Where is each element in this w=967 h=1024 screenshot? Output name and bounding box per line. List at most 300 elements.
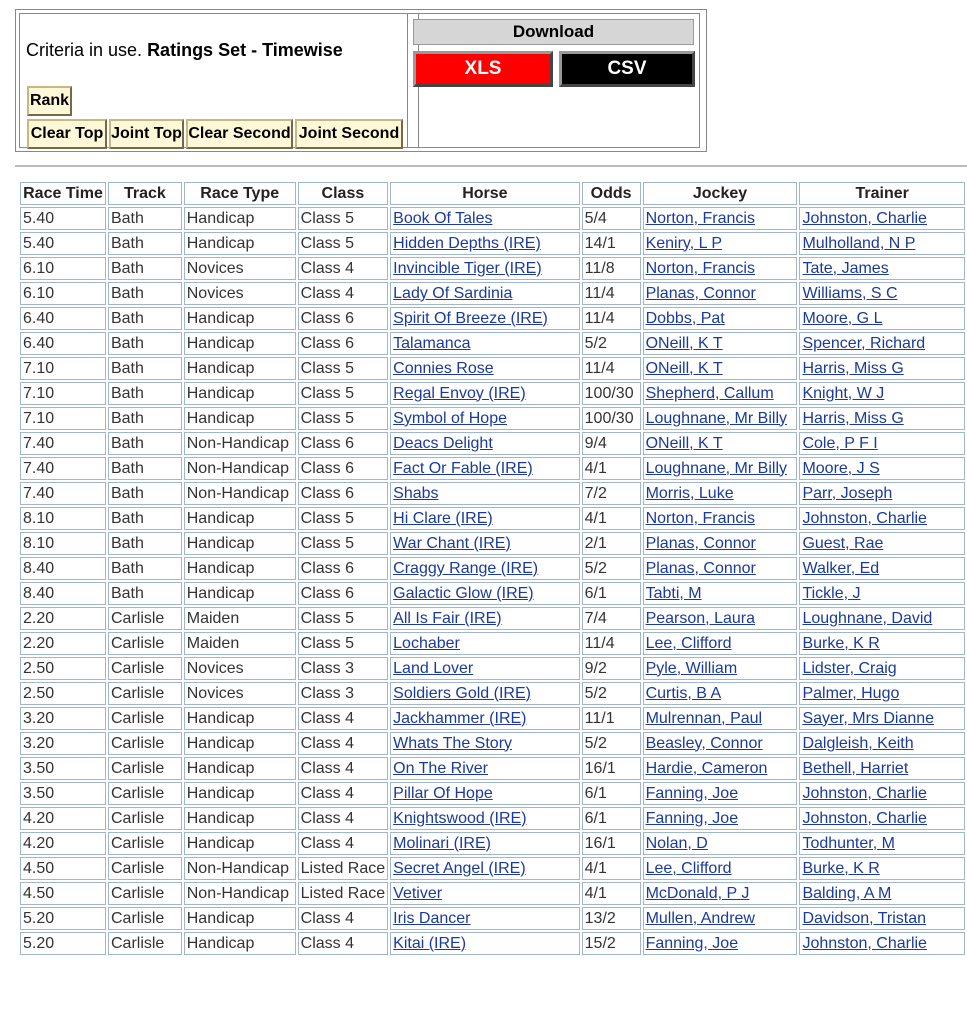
criteria-value: Ratings Set - Timewise <box>147 40 343 60</box>
race-time-cell: 2.50 <box>20 657 106 680</box>
table-row <box>20 857 965 880</box>
odds-cell: 14/1 <box>582 232 641 255</box>
clear-second-button[interactable]: Clear Second <box>186 119 293 149</box>
odds-cell: 6/1 <box>582 582 641 605</box>
trainer-cell <box>799 707 965 730</box>
race-time-cell: 7.40 <box>20 457 106 480</box>
jockey-link[interactable]: Loughnane, Mr Billy <box>645 409 787 427</box>
joint-second-button[interactable]: Joint Second <box>295 119 403 149</box>
table-row <box>20 457 965 480</box>
odds-cell: 2/1 <box>582 532 641 555</box>
jockey-link[interactable]: ONeill, K T <box>645 334 723 352</box>
odds-cell: 4/1 <box>582 857 641 880</box>
table-row <box>20 482 965 505</box>
table-row <box>20 282 965 305</box>
track-cell: Bath <box>108 407 182 430</box>
track-cell: Bath <box>108 207 182 230</box>
class-cell: Class 4 <box>298 757 389 780</box>
trainer-link[interactable]: Moore, J S <box>802 459 880 477</box>
horse-cell <box>390 332 580 355</box>
track-cell: Carlisle <box>108 907 182 930</box>
column-header-race-time: Race Time <box>20 182 106 205</box>
race-type-cell: Handicap <box>184 532 296 555</box>
race-type-cell: Handicap <box>184 232 296 255</box>
track-cell: Carlisle <box>108 932 182 955</box>
horse-cell <box>390 782 580 805</box>
column-header-class: Class <box>298 182 389 205</box>
odds-cell: 11/4 <box>582 357 641 380</box>
table-row <box>20 532 965 555</box>
class-cell: Class 5 <box>298 507 389 530</box>
track-cell: Bath <box>108 557 182 580</box>
jockey-link[interactable]: Norton, Francis <box>645 209 755 227</box>
race-time-cell: 6.10 <box>20 257 106 280</box>
trainer-link[interactable]: Parr, Joseph <box>802 484 893 502</box>
horse-link[interactable]: Invincible Tiger (IRE) <box>393 259 542 277</box>
odds-cell: 5/2 <box>582 732 641 755</box>
horse-link[interactable]: Shabs <box>393 484 439 502</box>
jockey-cell <box>643 907 798 930</box>
race-time-cell: 4.50 <box>20 857 106 880</box>
horse-link[interactable]: Hidden Depths (IRE) <box>393 234 541 252</box>
class-cell: Class 4 <box>298 932 389 955</box>
trainer-link[interactable]: Sayer, Mrs Dianne <box>802 709 935 727</box>
odds-cell: 11/4 <box>582 632 641 655</box>
race-time-cell: 7.10 <box>20 382 106 405</box>
jockey-link[interactable]: Fanning, Joe <box>645 784 739 802</box>
table-header-row <box>20 182 965 205</box>
column-header-jockey: Jockey <box>643 182 798 205</box>
track-cell: Carlisle <box>108 657 182 680</box>
track-cell: Carlisle <box>108 832 182 855</box>
jockey-link[interactable]: Hardie, Cameron <box>645 759 768 777</box>
trainer-cell <box>799 407 965 430</box>
class-cell: Class 3 <box>298 682 389 705</box>
race-type-cell: Handicap <box>184 832 296 855</box>
track-cell: Carlisle <box>108 732 182 755</box>
track-cell: Carlisle <box>108 632 182 655</box>
jockey-cell <box>643 282 798 305</box>
table-row <box>20 832 965 855</box>
jockey-link[interactable]: Fanning, Joe <box>645 809 739 827</box>
criteria-prefix: Criteria in use. <box>26 40 143 60</box>
horse-link[interactable]: Secret Angel (IRE) <box>393 859 526 877</box>
trainer-link[interactable]: Loughnane, David <box>802 609 933 627</box>
trainer-cell <box>799 282 965 305</box>
track-cell: Carlisle <box>108 857 182 880</box>
column-header-trainer: Trainer <box>799 182 965 205</box>
odds-cell: 13/2 <box>582 907 641 930</box>
class-cell: Class 3 <box>298 657 389 680</box>
horse-link[interactable]: All Is Fair (IRE) <box>393 609 502 627</box>
jockey-link[interactable]: Beasley, Connor <box>645 734 763 752</box>
table-row <box>20 357 965 380</box>
track-cell: Bath <box>108 307 182 330</box>
horse-link[interactable]: Jackhammer (IRE) <box>393 709 527 727</box>
race-time-cell: 2.20 <box>20 607 106 630</box>
jockey-link[interactable]: Tabti, M <box>645 584 702 602</box>
jockey-link[interactable]: Lee, Clifford <box>645 634 732 652</box>
horse-cell <box>390 207 580 230</box>
jockey-cell <box>643 432 798 455</box>
trainer-link[interactable]: Walker, Ed <box>802 559 880 577</box>
race-type-cell: Non-Handicap <box>184 857 296 880</box>
trainer-link[interactable]: Todhunter, M <box>802 834 895 852</box>
trainer-link[interactable]: Dalgleish, Keith <box>802 734 914 752</box>
odds-cell: 5/2 <box>582 332 641 355</box>
jockey-cell <box>643 257 798 280</box>
track-cell: Carlisle <box>108 707 182 730</box>
jockey-cell <box>643 607 798 630</box>
trainer-cell <box>799 232 965 255</box>
horse-cell <box>390 657 580 680</box>
horse-cell <box>390 232 580 255</box>
jockey-cell <box>643 732 798 755</box>
jockey-cell <box>643 232 798 255</box>
trainer-link[interactable]: Balding, A M <box>802 884 892 902</box>
jockey-cell <box>643 357 798 380</box>
race-type-cell: Non-Handicap <box>184 882 296 905</box>
trainer-cell <box>799 457 965 480</box>
jockey-link[interactable]: Norton, Francis <box>645 509 755 527</box>
track-cell: Bath <box>108 507 182 530</box>
clear-top-button[interactable]: Clear Top <box>27 119 107 149</box>
horse-link[interactable]: War Chant (IRE) <box>393 534 511 552</box>
horse-link[interactable]: Symbol of Hope <box>393 409 507 427</box>
jockey-link[interactable]: Fanning, Joe <box>645 934 739 952</box>
jockey-link[interactable]: Planas, Connor <box>645 284 756 302</box>
trainer-link[interactable]: Bethell, Harriet <box>802 759 909 777</box>
download-title: Download <box>413 19 694 45</box>
trainer-link[interactable]: Tickle, J <box>802 584 861 602</box>
jockey-link[interactable]: Keniry, L P <box>645 234 723 252</box>
trainer-cell <box>799 907 965 930</box>
jockey-link[interactable]: McDonald, P J <box>645 884 750 902</box>
horse-cell <box>390 707 580 730</box>
horse-link[interactable]: Iris Dancer <box>393 909 471 927</box>
race-type-cell: Handicap <box>184 782 296 805</box>
table-row <box>20 657 965 680</box>
trainer-link[interactable]: Johnston, Charlie <box>802 934 927 952</box>
trainer-link[interactable]: Johnston, Charlie <box>802 784 927 802</box>
horse-cell <box>390 482 580 505</box>
trainer-cell <box>799 507 965 530</box>
track-cell: Carlisle <box>108 782 182 805</box>
track-cell: Bath <box>108 282 182 305</box>
jockey-cell <box>643 657 798 680</box>
class-cell: Class 6 <box>298 432 389 455</box>
track-cell: Bath <box>108 332 182 355</box>
table-row <box>20 882 965 905</box>
jockey-link[interactable]: Lee, Clifford <box>645 859 732 877</box>
race-type-cell: Non-Handicap <box>184 432 296 455</box>
jockey-cell <box>643 857 798 880</box>
horse-cell <box>390 382 580 405</box>
horse-link[interactable]: Hi Clare (IRE) <box>393 509 493 527</box>
column-header-race-type: Race Type <box>184 182 296 205</box>
odds-cell: 11/8 <box>582 257 641 280</box>
track-cell: Bath <box>108 457 182 480</box>
race-time-cell: 4.20 <box>20 807 106 830</box>
horse-link[interactable]: Regal Envoy (IRE) <box>393 384 526 402</box>
class-cell: Class 4 <box>298 282 389 305</box>
race-time-cell: 6.40 <box>20 307 106 330</box>
class-cell: Class 6 <box>298 557 389 580</box>
odds-cell: 6/1 <box>582 782 641 805</box>
download-box <box>407 13 700 148</box>
horse-link[interactable]: On The River <box>393 759 489 777</box>
horse-link[interactable]: Book Of Tales <box>393 209 493 227</box>
criteria-download-panel <box>15 9 707 152</box>
jockey-link[interactable]: Mulrennan, Paul <box>645 709 763 727</box>
trainer-link[interactable]: Johnston, Charlie <box>802 809 927 827</box>
race-type-cell: Handicap <box>184 707 296 730</box>
horse-cell <box>390 507 580 530</box>
horse-link[interactable]: Soldiers Gold (IRE) <box>393 684 531 702</box>
race-time-cell: 4.50 <box>20 882 106 905</box>
trainer-link[interactable]: Johnston, Charlie <box>802 209 927 227</box>
horse-link[interactable]: Lady Of Sardinia <box>393 284 513 302</box>
trainer-link[interactable]: Harris, Miss G <box>802 359 904 377</box>
race-type-cell: Handicap <box>184 307 296 330</box>
race-type-cell: Novices <box>184 682 296 705</box>
odds-cell: 4/1 <box>582 882 641 905</box>
class-cell: Class 6 <box>298 332 389 355</box>
jockey-cell <box>643 632 798 655</box>
race-type-cell: Handicap <box>184 582 296 605</box>
trainer-cell <box>799 807 965 830</box>
table-row <box>20 507 965 530</box>
odds-cell: 7/4 <box>582 607 641 630</box>
trainer-link[interactable]: Palmer, Hugo <box>802 684 900 702</box>
race-time-cell: 3.20 <box>20 732 106 755</box>
trainer-link[interactable]: Spencer, Richard <box>802 334 926 352</box>
horse-cell <box>390 807 580 830</box>
jockey-cell <box>643 932 798 955</box>
horse-link[interactable]: Whats The Story <box>393 734 513 752</box>
horse-link[interactable]: Pillar Of Hope <box>393 784 493 802</box>
trainer-link[interactable]: Lidster, Craig <box>802 659 897 677</box>
horse-link[interactable]: Fact Or Fable (IRE) <box>393 459 533 477</box>
jockey-cell <box>643 832 798 855</box>
horse-cell <box>390 682 580 705</box>
jockey-cell <box>643 882 798 905</box>
jockey-link[interactable]: Mullen, Andrew <box>645 909 755 927</box>
odds-cell: 7/2 <box>582 482 641 505</box>
class-cell: Class 4 <box>298 732 389 755</box>
class-cell: Class 5 <box>298 532 389 555</box>
column-header-horse: Horse <box>390 182 580 205</box>
jockey-cell <box>643 332 798 355</box>
trainer-link[interactable]: Burke, K R <box>802 634 880 652</box>
class-cell: Class 6 <box>298 582 389 605</box>
class-cell: Class 5 <box>298 357 389 380</box>
class-cell: Class 5 <box>298 407 389 430</box>
rank-button[interactable]: Rank <box>27 86 72 116</box>
odds-cell: 100/30 <box>582 382 641 405</box>
jockey-link[interactable]: Pyle, William <box>645 659 738 677</box>
race-type-cell: Handicap <box>184 907 296 930</box>
race-time-cell: 7.40 <box>20 482 106 505</box>
race-type-cell: Handicap <box>184 357 296 380</box>
odds-cell: 4/1 <box>582 507 641 530</box>
horse-cell <box>390 882 580 905</box>
race-time-cell: 6.40 <box>20 332 106 355</box>
jockey-cell <box>643 507 798 530</box>
jockey-cell <box>643 682 798 705</box>
trainer-link[interactable]: Tate, James <box>802 259 889 277</box>
race-type-cell: Non-Handicap <box>184 482 296 505</box>
class-cell: Class 6 <box>298 482 389 505</box>
race-type-cell: Maiden <box>184 607 296 630</box>
table-row <box>20 582 965 605</box>
horse-cell <box>390 357 580 380</box>
jockey-cell <box>643 582 798 605</box>
table-row <box>20 782 965 805</box>
race-type-cell: Novices <box>184 657 296 680</box>
jockey-link[interactable]: Curtis, B A <box>645 684 722 702</box>
class-cell: Class 4 <box>298 782 389 805</box>
race-type-cell: Handicap <box>184 332 296 355</box>
class-cell: Class 4 <box>298 807 389 830</box>
jockey-link[interactable]: Norton, Francis <box>645 259 755 277</box>
trainer-cell <box>799 357 965 380</box>
trainer-cell <box>799 257 965 280</box>
table-row <box>20 207 965 230</box>
odds-cell: 11/4 <box>582 307 641 330</box>
horse-link[interactable]: Molinari (IRE) <box>393 834 491 852</box>
trainer-link[interactable]: Harris, Miss G <box>802 409 904 427</box>
jockey-link[interactable]: Nolan, D <box>645 834 708 852</box>
jockey-link[interactable]: ONeill, K T <box>645 434 723 452</box>
trainer-cell <box>799 882 965 905</box>
jockey-cell <box>643 382 798 405</box>
horse-link[interactable]: Knightswood (IRE) <box>393 809 527 827</box>
race-type-cell: Handicap <box>184 807 296 830</box>
table-row <box>20 407 965 430</box>
horse-cell <box>390 532 580 555</box>
odds-cell: 16/1 <box>582 832 641 855</box>
table-row <box>20 607 965 630</box>
odds-cell: 9/2 <box>582 657 641 680</box>
race-time-cell: 8.40 <box>20 582 106 605</box>
race-type-cell: Handicap <box>184 507 296 530</box>
trainer-link[interactable]: Mulholland, N P <box>802 234 916 252</box>
trainer-link[interactable]: Johnston, Charlie <box>802 509 927 527</box>
trainer-cell <box>799 307 965 330</box>
horse-link[interactable]: Galactic Glow (IRE) <box>393 584 534 602</box>
horse-cell <box>390 307 580 330</box>
trainer-cell <box>799 532 965 555</box>
horse-link[interactable]: Talamanca <box>393 334 471 352</box>
odds-cell: 11/1 <box>582 707 641 730</box>
horse-link[interactable]: Lochaber <box>393 634 460 652</box>
race-time-cell: 8.40 <box>20 557 106 580</box>
jockey-cell <box>643 557 798 580</box>
race-type-cell: Handicap <box>184 757 296 780</box>
jockey-link[interactable]: Shepherd, Callum <box>645 384 774 402</box>
csv-download-button[interactable]: CSV <box>559 51 695 87</box>
class-cell: Class 4 <box>298 907 389 930</box>
table-row <box>20 682 965 705</box>
trainer-cell <box>799 757 965 780</box>
horse-link[interactable]: Vetiver <box>393 884 443 902</box>
column-header-track: Track <box>108 182 182 205</box>
table-row <box>20 307 965 330</box>
table-row <box>20 757 965 780</box>
horse-cell <box>390 432 580 455</box>
criteria-box <box>19 13 419 148</box>
odds-cell: 9/4 <box>582 432 641 455</box>
table-row <box>20 382 965 405</box>
horse-cell <box>390 832 580 855</box>
race-time-cell: 7.10 <box>20 407 106 430</box>
table-row <box>20 907 965 930</box>
class-cell: Listed Race <box>298 882 389 905</box>
trainer-link[interactable]: Williams, S C <box>802 284 898 302</box>
jockey-link[interactable]: Planas, Connor <box>645 559 756 577</box>
joint-top-button[interactable]: Joint Top <box>109 119 184 149</box>
class-cell: Class 5 <box>298 207 389 230</box>
track-cell: Bath <box>108 582 182 605</box>
trainer-link[interactable]: Cole, P F I <box>802 434 878 452</box>
trainer-cell <box>799 482 965 505</box>
trainer-link[interactable]: Burke, K R <box>802 859 880 877</box>
horse-cell <box>390 907 580 930</box>
race-time-cell: 7.40 <box>20 432 106 455</box>
trainer-link[interactable]: Knight, W J <box>802 384 885 402</box>
jockey-link[interactable]: Morris, Luke <box>645 484 734 502</box>
jockey-cell <box>643 307 798 330</box>
class-cell: Class 6 <box>298 307 389 330</box>
divider <box>15 165 967 167</box>
race-time-cell: 5.20 <box>20 932 106 955</box>
table-row <box>20 807 965 830</box>
table-row <box>20 557 965 580</box>
jockey-link[interactable]: Planas, Connor <box>645 534 756 552</box>
jockey-link[interactable]: Loughnane, Mr Billy <box>645 459 787 477</box>
horse-cell <box>390 282 580 305</box>
track-cell: Bath <box>108 232 182 255</box>
horse-link[interactable]: Deacs Delight <box>393 434 493 452</box>
column-header-odds: Odds <box>582 182 641 205</box>
horse-link[interactable]: Connies Rose <box>393 359 494 377</box>
track-cell: Bath <box>108 257 182 280</box>
race-time-cell: 5.40 <box>20 232 106 255</box>
horse-link[interactable]: Kitai (IRE) <box>393 934 467 952</box>
horse-link[interactable]: Spirit Of Breeze (IRE) <box>393 309 548 327</box>
trainer-cell <box>799 857 965 880</box>
horse-cell <box>390 582 580 605</box>
horse-link[interactable]: Land Lover <box>393 659 474 677</box>
jockey-cell <box>643 407 798 430</box>
jockey-link[interactable]: ONeill, K T <box>645 359 723 377</box>
jockey-link[interactable]: Dobbs, Pat <box>645 309 725 327</box>
race-time-cell: 8.10 <box>20 532 106 555</box>
track-cell: Carlisle <box>108 682 182 705</box>
track-cell: Bath <box>108 482 182 505</box>
track-cell: Bath <box>108 357 182 380</box>
trainer-link[interactable]: Guest, Rae <box>802 534 884 552</box>
trainer-link[interactable]: Davidson, Tristan <box>802 909 927 927</box>
race-type-cell: Handicap <box>184 932 296 955</box>
jockey-cell <box>643 532 798 555</box>
xls-download-button[interactable]: XLS <box>413 51 553 87</box>
horse-link[interactable]: Craggy Range (IRE) <box>393 559 539 577</box>
trainer-link[interactable]: Moore, G L <box>802 309 883 327</box>
jockey-link[interactable]: Pearson, Laura <box>645 609 755 627</box>
odds-cell: 6/1 <box>582 807 641 830</box>
